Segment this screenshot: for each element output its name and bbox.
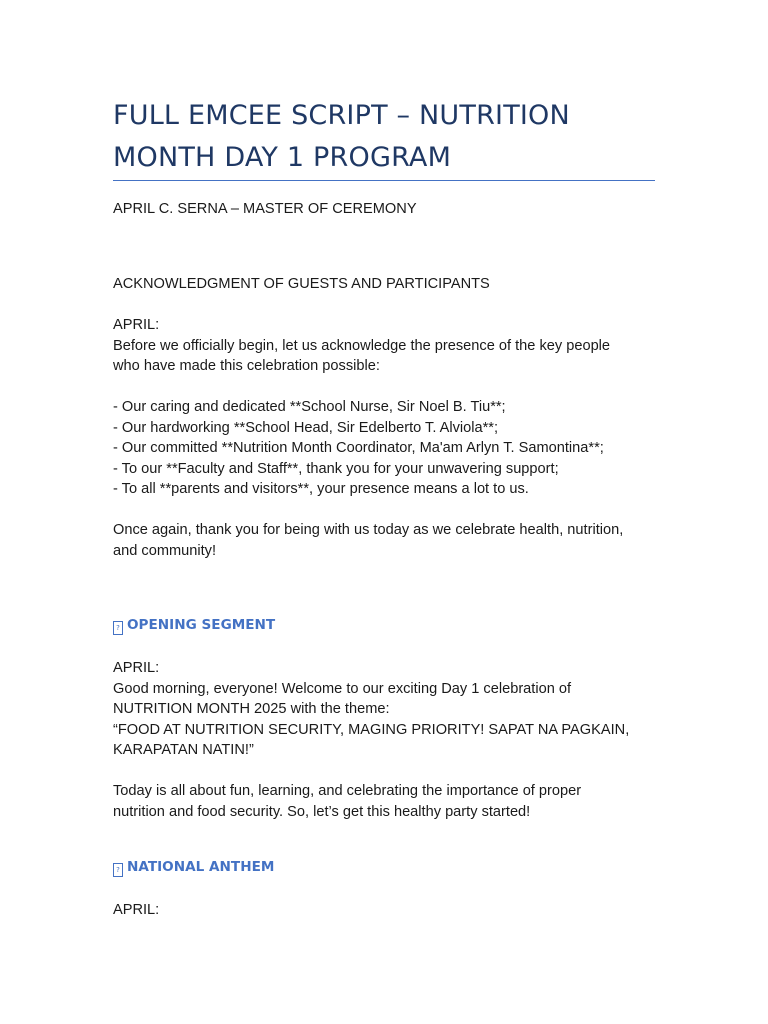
national-anthem-heading	[113, 857, 274, 877]
opening-segment-heading	[113, 615, 275, 635]
ack-closing-line-1: Once again, thank you for being with us today as we celebrate health, nutrition,	[113, 522, 624, 538]
ack-closing-line-2: and community!	[113, 542, 217, 559]
opening-speaker: APRIL:	[113, 660, 160, 676]
missing-glyph-icon: ?	[113, 863, 123, 877]
ack-speaker: APRIL:	[113, 317, 160, 333]
title-underline	[113, 180, 655, 181]
opening-theme-line-1: “FOOD AT NUTRITION SECURITY, MAGING PRIORITY! SAPAT NA PAGKAIN,	[113, 721, 630, 738]
acknowledgment-heading: ACKNOWLEDGMENT OF GUESTS AND PARTICIPANTS	[113, 276, 490, 292]
opening-theme-line-2: KARAPATAN NATIN!”	[113, 742, 254, 758]
ack-list-item: - To our **Faculty and Staff**, thank you for your unwavering support;	[113, 460, 559, 477]
opening-line-6: nutrition and food security. So, let’s get this healthy party started!	[113, 803, 531, 820]
missing-glyph-icon: ?	[113, 621, 123, 635]
ack-intro-line-1: Before we officially begin, let us acknowledge the presence of the key people	[113, 337, 611, 354]
opening-line-2: NUTRITION MONTH 2025 with the theme:	[113, 701, 390, 717]
opening-line-1: Good morning, everyone! Welcome to our exciting Day 1 celebration of	[113, 680, 572, 697]
anthem-speaker: APRIL:	[113, 902, 160, 918]
ack-list-item: - Our hardworking **School Head, Sir Edelberto T. Alviola**;	[113, 419, 499, 436]
national-anthem-heading-label: NATIONAL ANTHEM	[127, 859, 275, 875]
ack-intro-line-2: who have made this celebration possible:	[113, 358, 380, 374]
ack-list-item: - To all **parents and visitors**, your presence means a lot to us.	[113, 481, 529, 497]
master-of-ceremony-line: APRIL C. SERNA – MASTER OF CEREMONY	[113, 201, 417, 217]
opening-line-5: Today is all about fun, learning, and celebrating the importance of proper	[113, 783, 582, 799]
document-title: FULL EMCEE SCRIPT – NUTRITION MONTH DAY 1 PROGRAM	[113, 100, 570, 173]
ack-list-item: - Our caring and dedicated **School Nurse, Sir Noel B. Tiu**;	[113, 399, 506, 415]
opening-segment-heading-label: OPENING SEGMENT	[127, 617, 276, 633]
ack-list-item: - Our committed **Nutrition Month Coordinator, Ma'am Arlyn T. Samontina**;	[113, 440, 604, 456]
